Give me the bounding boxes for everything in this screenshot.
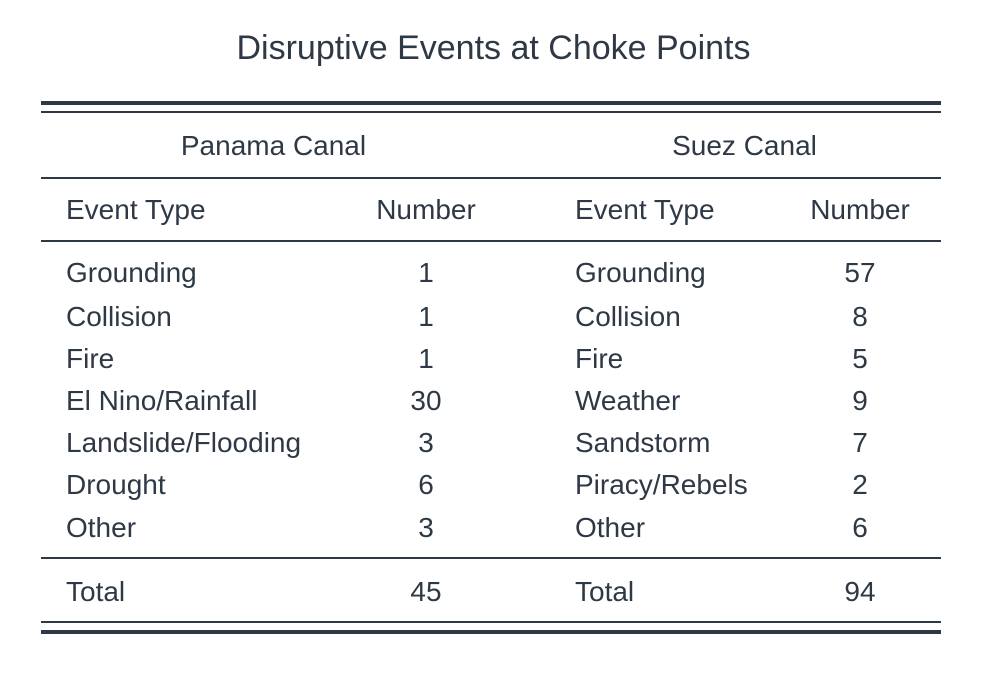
total-label-suez: Total xyxy=(575,576,635,607)
table-cell-number: 6 xyxy=(418,469,434,500)
table-cell-event: Landslide/Flooding xyxy=(66,427,302,458)
table-cell-event: Piracy/Rebels xyxy=(575,469,748,500)
table-cell-event: Fire xyxy=(66,343,115,374)
table-cell-number: 8 xyxy=(852,301,868,332)
col-header-event-panama: Event Type xyxy=(66,194,206,225)
table-cell-event: Collision xyxy=(66,301,172,332)
total-value-panama: 45 xyxy=(410,576,442,607)
col-header-event-suez: Event Type xyxy=(575,194,715,225)
total-label-panama: Total xyxy=(66,576,126,607)
table-title: Disruptive Events at Choke Points xyxy=(236,29,751,67)
table-cell-event: Other xyxy=(66,512,137,543)
col-header-number-suez: Number xyxy=(810,194,910,225)
table-cell-event: Other xyxy=(575,512,646,543)
table-cell-number: 3 xyxy=(418,427,434,458)
table-cell-number: 6 xyxy=(852,512,868,543)
table-cell-number: 2 xyxy=(852,469,868,500)
table-cell-number: 1 xyxy=(418,343,434,374)
group-header-panama: Panama Canal xyxy=(180,130,367,161)
group-rule xyxy=(41,177,941,179)
table-cell-number: 1 xyxy=(418,257,434,288)
table-cell-number: 7 xyxy=(852,427,868,458)
table-cell-event: Weather xyxy=(575,385,681,416)
table-cell-event: Collision xyxy=(575,301,681,332)
bottom-rule-inner xyxy=(41,621,941,623)
top-rule-inner xyxy=(41,111,941,113)
table-cell-number: 30 xyxy=(410,385,442,416)
table-cell-number: 57 xyxy=(844,257,876,288)
header-rule xyxy=(41,240,941,242)
top-rule-outer xyxy=(41,101,941,105)
table-cell-event: Grounding xyxy=(575,257,706,288)
table-cell-number: 5 xyxy=(852,343,868,374)
table-cell-event: Fire xyxy=(575,343,624,374)
table-cell-event: Drought xyxy=(66,469,166,500)
table-cell-event: Sandstorm xyxy=(575,427,711,458)
table-cell-event: Grounding xyxy=(66,257,197,288)
table-cell-number: 1 xyxy=(418,301,434,332)
table-cell-number: 3 xyxy=(418,512,434,543)
col-header-number-panama: Number xyxy=(376,194,476,225)
table-cell-number: 9 xyxy=(852,385,868,416)
table-cell-event: El Nino/Rainfall xyxy=(66,385,258,416)
group-header-suez: Suez Canal xyxy=(672,130,817,161)
total-rule xyxy=(41,557,941,559)
total-value-suez: 94 xyxy=(844,576,876,607)
bottom-rule-outer xyxy=(41,630,941,634)
